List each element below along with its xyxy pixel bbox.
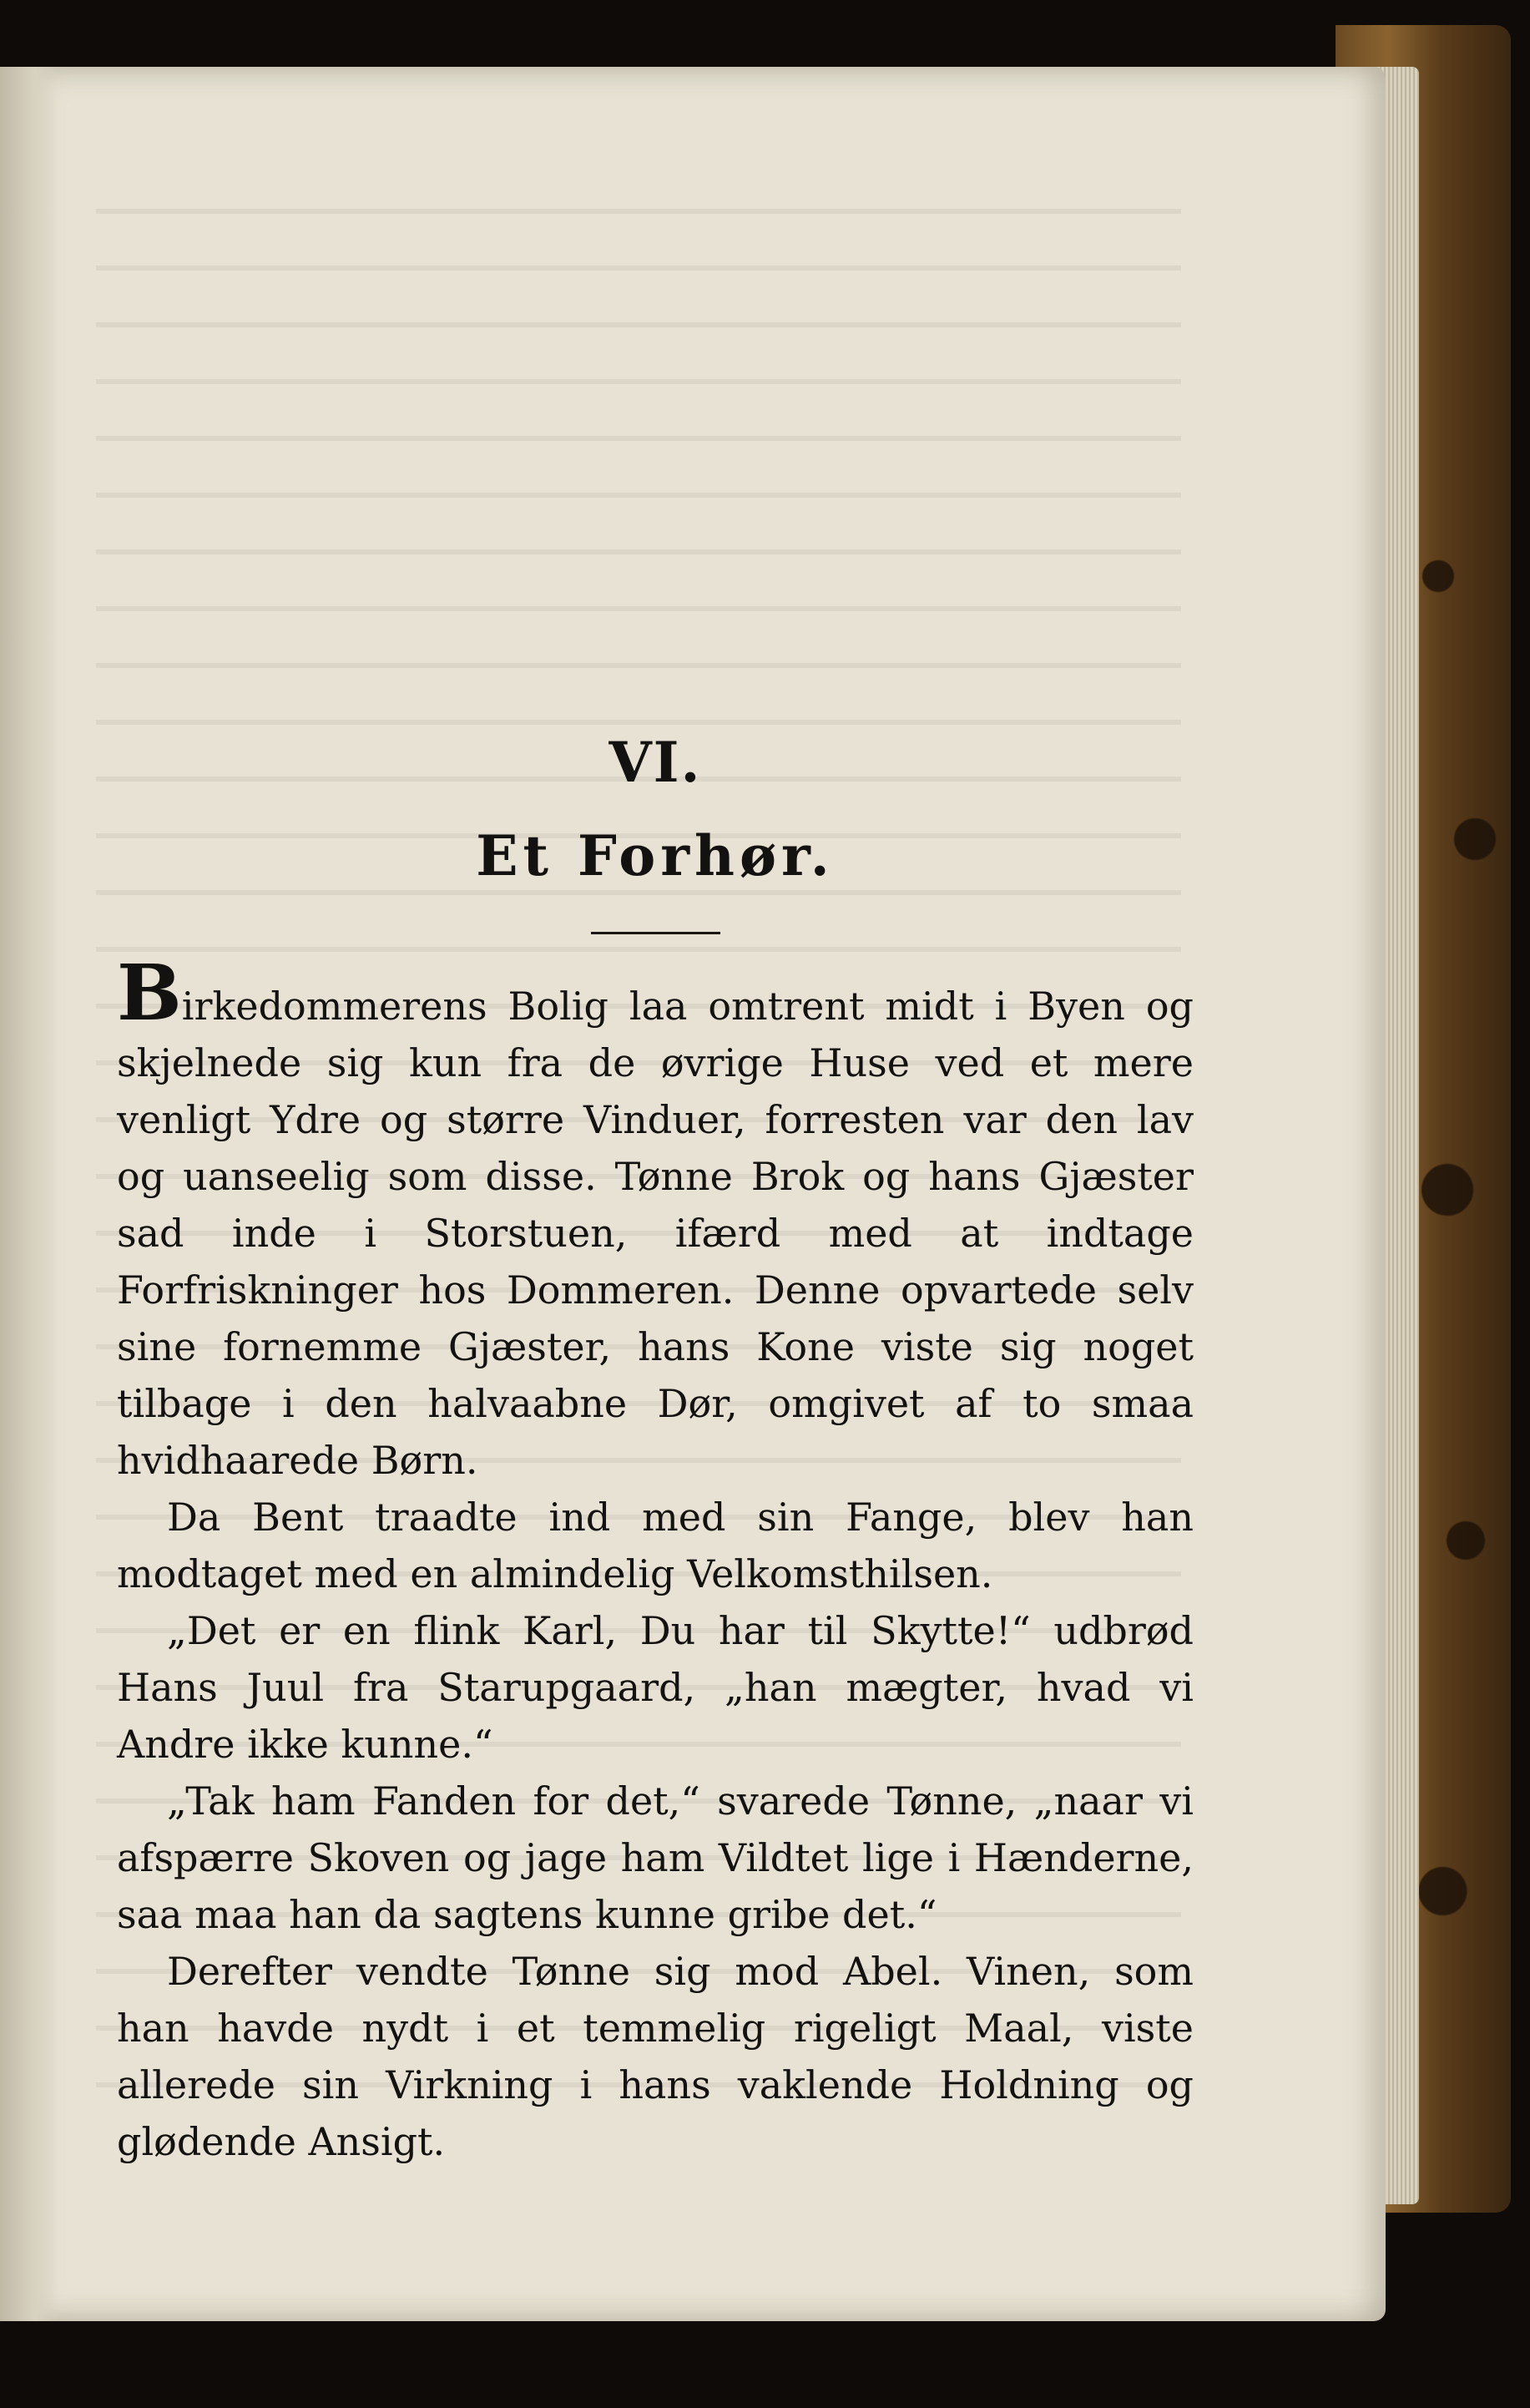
chapter-title: Et Forhør. — [476, 823, 835, 888]
cover-foxing-texture — [1411, 401, 1502, 2154]
paragraph-4: „Tak ham Fanden for det,“ svarede Tønne, „naar vi afspærre Skoven og jage ham Vildtet lige i Hænderne, saa maa han da sagtens kunne gribe det.“ — [117, 1778, 1194, 1937]
paragraph-3: „Det er en flink Karl, Du har til Skytte!“ udbrød Hans Juul fra Starupgaard, „han mægter, hvad vi Andre ikke kunne.“ — [117, 1608, 1194, 1767]
page-gutter-shadow — [0, 67, 58, 2321]
paragraph-1 — [117, 948, 1194, 1489]
paragraph-1-text: irkedommerens Bolig laa omtrent midt i Byen og skjelnede sig kun fra de øvrige Huse ved et mere venligt Ydre og større Vinduer, forresten var den lav og uanseelig som disse. Tønne Brok og hans Gjæster sad inde i Storstuen, ifærd med at indtage Forfriskninger hos Dommeren. Denne opvartede selv sine fornemme Gjæster, hans Kone viste sig noget tilbage i den halvaabne Dør, omgivet af to smaa hvidhaarede Børn. — [117, 984, 1194, 1483]
chapter-divider-rule — [591, 932, 720, 934]
page-text-block — [117, 730, 1194, 2170]
chapter-number: VI. — [608, 730, 702, 795]
paragraph-2: Da Bent traadte ind med sin Fange, blev han modtaget med en almindelig Velkomsthilsen. — [117, 1495, 1194, 1596]
paragraph-5: Derefter vendte Tønne sig mod Abel. Vinen, som han havde nydt i et temmelig rigeligt Maal, viste allerede sin Virkning i hans vaklende Holdning og glødende Ansigt. — [117, 1949, 1194, 2164]
drop-cap: B — [117, 948, 182, 1038]
